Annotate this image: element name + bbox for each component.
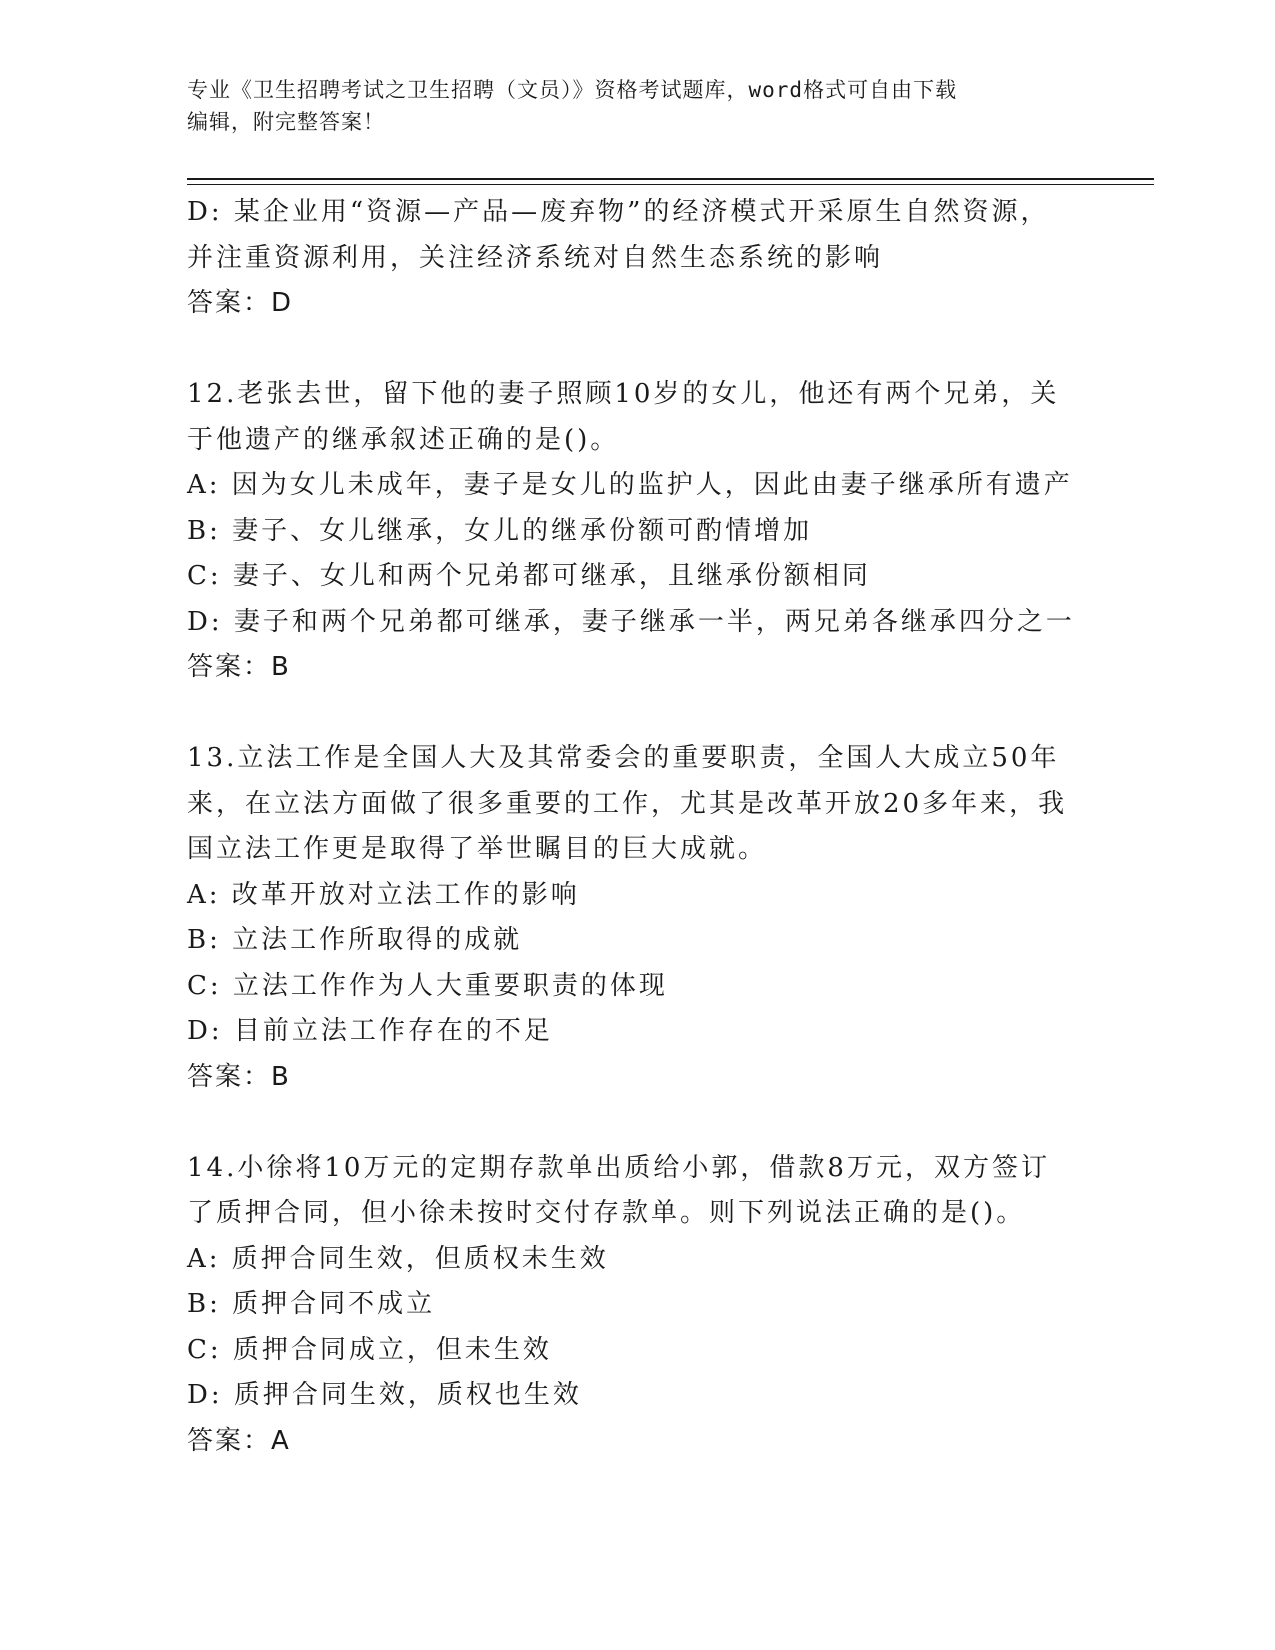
question-12 [187, 372, 1087, 691]
option-d-line-2: 并注重资源利用，关注经济系统对自然生态系统的影响 [187, 242, 884, 273]
option-d-line-1: D: 某企业用“资源—产品—废弃物”的经济模式开采原生自然资源， [187, 197, 1050, 227]
question-14 [187, 1146, 1087, 1465]
option-b: B: 立法工作所取得的成就 [187, 925, 523, 955]
option-c: C: 妻子、女儿和两个兄弟都可继承，且继承份额相同 [187, 561, 871, 591]
question-stem-line-1: 14.小徐将10万元的定期存款单出质给小郭，借款8万元，双方签订 [187, 1152, 1050, 1183]
answer-line: 答案：A [187, 1425, 291, 1456]
option-d: D: 质押合同生效，质权也生效 [187, 1380, 582, 1410]
answer-line: 答案：B [187, 652, 291, 682]
option-b: B: 妻子、女儿继承，女儿的继承份额可酌情增加 [187, 515, 813, 546]
question-stem-line-2: 来，在立法方面做了很多重要的工作，尤其是改革开放20多年来，我 [187, 788, 1068, 819]
header-divider-thin [187, 184, 1154, 185]
answer-line: 答案：B [187, 1061, 291, 1092]
option-a: A: 质押合同生效，但质权未生效 [187, 1243, 609, 1274]
option-c: C: 立法工作作为人大重要职责的体现 [187, 970, 668, 1001]
option-d: D: 目前立法工作存在的不足 [187, 1016, 553, 1046]
question-13 [187, 736, 1087, 1100]
document-header [187, 74, 1067, 138]
option-b: B: 质押合同不成立 [187, 1289, 436, 1319]
question-stem-line-2: 了质押合同，但小徐未按时交付存款单。则下列说法正确的是()。 [187, 1198, 1026, 1228]
header-line-2: 编辑，附完整答案！ [187, 110, 385, 134]
spacer [187, 327, 1087, 373]
option-c: C: 质押合同成立，但未生效 [187, 1334, 552, 1365]
spacer [187, 691, 1087, 737]
question-stem-line-1: 13.立法工作是全国人大及其常委会的重要职责，全国人大成立50年 [187, 743, 1060, 773]
spacer [187, 1100, 1087, 1146]
header-line-1: 专业《卫生招聘考试之卫生招聘（文员）》资格考试题库，word格式可自由下载 [187, 78, 958, 102]
option-a: A: 改革开放对立法工作的影响 [187, 879, 580, 910]
question-stem-line-2: 于他遗产的继承叙述正确的是()。 [187, 424, 620, 455]
answer-line: 答案：D [187, 288, 294, 318]
question-list [187, 190, 1087, 1464]
header-divider-thick [187, 178, 1154, 180]
question-stem-line-3: 国立法工作更是取得了举世瞩目的巨大成就。 [187, 834, 768, 864]
option-a: A: 因为女儿未成年，妻子是女儿的监护人，因此由妻子继承所有遗产 [187, 470, 1073, 500]
question-11-tail [187, 190, 1087, 327]
question-stem-line-1: 12.老张去世，留下他的妻子照顾10岁的女儿，他还有两个兄弟，关 [187, 379, 1060, 409]
option-d: D: 妻子和两个兄弟都可继承，妻子继承一半，两兄弟各继承四分之一 [187, 606, 1075, 637]
